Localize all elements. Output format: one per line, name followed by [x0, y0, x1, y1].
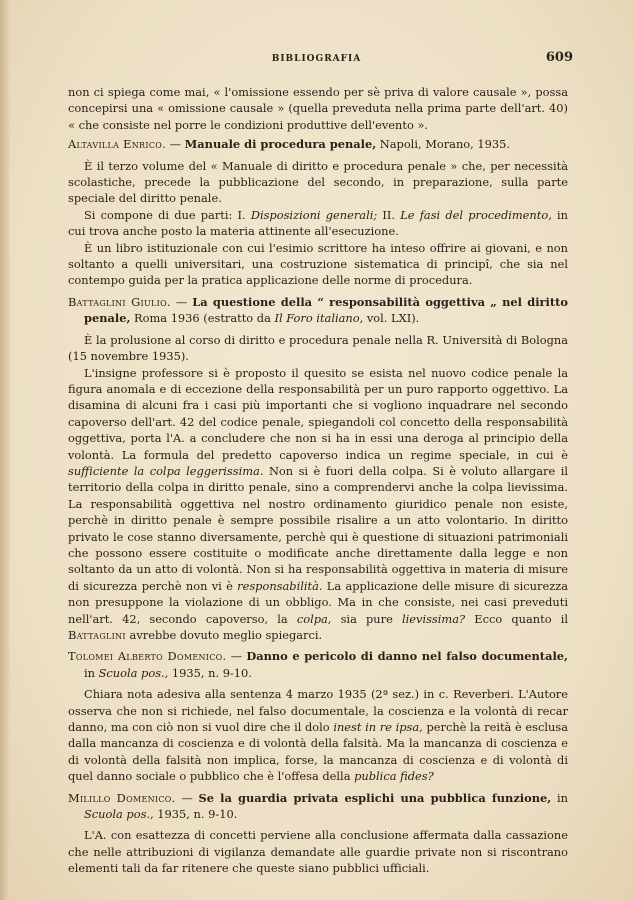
entry-author: Altavilla Enrico. [68, 137, 167, 152]
entry-publication: in [551, 790, 568, 805]
entry-title: Danno e pericolo di danno nel falso documentale, [246, 649, 568, 664]
text-run: Non si è fuori della colpa. Si è voluto allargare il territorio della colpa in diritto penale, sino a comprendervi anche la colpa lievissima. La responsabilità oggettiva nel nostro ordinamento giuridico penale non esiste, perchè in diritto penale è sempre possibile risalire a un atto volontario. In diritto privato le cose stanno diversamente, perchè qui è questione di situazioni patrimoniali che possono essere costituite o modificate anche direttamente dalla legge e non soltanto da un atto di volontà. Non si ha responsabilità oggettiva in materia di misure di sicurezza perchè non vi è [68, 463, 568, 593]
running-head: BIBLIOGRAFIA [271, 54, 362, 64]
entry-heading-tolomei [68, 648, 568, 681]
text-run: La applicazione delle misure di sicurezza non presuppone la violazione di un obbligo. Ma in che consiste, nei casi preveduti nell'art. 42, secondo capoverso, la [68, 578, 568, 626]
entry-title: La questione della “ responsabilità oggettiva „ nel diritto penale, [84, 294, 568, 326]
entry-paragraph [68, 207, 568, 240]
text-run: perchè la reità è esclusa dalla mancanza di coscienza e di volontà della falsità. Ma la mancanza di coscienza e di volontà della falsità non implica, forse, la mancanza di coscienza e di volontà di quel danno sociale o pubblico che è l'offesa della [68, 720, 568, 784]
page-number: 609 [545, 50, 573, 65]
entry-heading-battaglini [68, 294, 568, 327]
italic-run: responsabilità. [237, 578, 323, 593]
text-run: L'insigne professore si è proposto il quesito se esista nel nuovo codice penale la figura anomala e di eccezione della responsabilità per un puro rapporto oggettivo. La disamina di alcuni fra i casi più importanti che si vogliono inquadrare nel secondo capoverso dell'art. 42 del codice penale, spiegandoli col concetto della responsabilità oggettiva, porta l'A. a concludere che non si ha in essi una deroga al principio della volontà. La formula del predetto capoverso indica un regime speciale, in cui è [68, 365, 568, 462]
entry-paragraph: È la prolusione al corso di diritto e procedura penale nella R. Università di Bologna (15 novembre 1935). [68, 332, 568, 364]
entry-author: Battaglini Giulio. [68, 294, 171, 309]
entry-heading-milillo [68, 790, 568, 823]
entry-dash: — [170, 294, 193, 309]
entry-journal: Scuola pos., [84, 807, 154, 822]
entry-publication: vol. LXI). [363, 311, 420, 326]
entry-journal: Scuola pos., [98, 665, 169, 680]
italic-run: Disposizioni generali; [250, 207, 378, 222]
entry-journal: Il Foro italiano, [274, 311, 364, 326]
italic-run: colpa, [296, 611, 332, 626]
text-run: Si compone di due parti: I. [84, 207, 251, 222]
entry-publication: 1935, n. 9-10. [168, 665, 252, 680]
entry-author: Tolomei Alberto Domenico. [68, 649, 227, 664]
entry-paragraph [68, 365, 568, 644]
intro-paragraph: non ci spiega come mai, « l'omissione essendo per sè priva di valore causale », possa concepirsi una « omissione causale » (quella preveduta nella prima parte dell'art. 40) « che consiste nel porre le condizioni produttive dell'evento ». [68, 85, 568, 132]
entry-dash: — [175, 790, 199, 805]
text-run: Ecco quanto il [465, 611, 568, 626]
entry-publication: in [84, 665, 99, 680]
text-run: sia pure [331, 611, 402, 626]
entry-publication: Napoli, Morano, 1935. [376, 137, 511, 152]
italic-run: sufficiente la colpa leggerissima. [68, 463, 264, 478]
text-run: II. [377, 207, 401, 222]
italic-run: lievissima? [401, 611, 466, 626]
entry-title: Se la guardia privata esplichi una pubblica funzione, [198, 790, 552, 805]
entry-paragraph: È il terzo volume del « Manuale di diritto e procedura penale » che, per necessità scolastiche, precede la pubblicazione del secondo, in preparazione, sulla parte speciale del diritto penale. [68, 158, 568, 206]
entry-paragraph [68, 686, 568, 784]
text-run: in cui trova anche posto la materia attinente all'esecuzione. [68, 207, 568, 239]
page-content [68, 84, 568, 882]
entry-dash: — [226, 649, 247, 664]
text-run: Chiara nota adesiva alla sentenza 4 marzo 1935 (2ª sez.) in c. Reverberi. L'Autore osserva che non si richiede, nel falso documentale, la coscienza e la volontà di recar danno, ma con ciò non si vuol dire che il dolo [68, 687, 568, 735]
entry-dash: — [166, 137, 185, 152]
text-run: avrebbe dovuto meglio spiegarci. [125, 628, 323, 642]
entry-paragraph: L'A. con esattezza di concetti perviene alla conclusione affermata dalla cassazione che nelle attribuzioni di vigilanza demandate alle guardie private non si riscontrano elementi tali da far ritenere che queste siano pubblici ufficiali. [68, 828, 568, 876]
italic-run: publica fides? [354, 769, 434, 784]
italic-run: inest in re ipsa, [333, 720, 423, 735]
page-spine-shadow [0, 0, 10, 900]
entry-title: Manuale di procedura penale, [184, 137, 377, 152]
entry-author: Milillo Domenico. [68, 790, 176, 805]
entry-publication: 1935, n. 9-10. [153, 807, 238, 822]
italic-run: Le fasi del procedimento, [400, 207, 552, 222]
author-reference: Battaglini [68, 628, 126, 642]
entry-paragraph: È un libro istituzionale con cui l'esimio scrittore ha inteso offrire ai giovani, e non soltanto a quelli universitari, una costruzione sistematica di principî, che sia nel contempo guida per la pratica applicazione delle norme di procedura. [68, 240, 568, 288]
entry-publication: Roma 1936 (estratto da [130, 311, 275, 326]
entry-heading-altavilla [68, 136, 568, 152]
page-header [0, 50, 633, 70]
